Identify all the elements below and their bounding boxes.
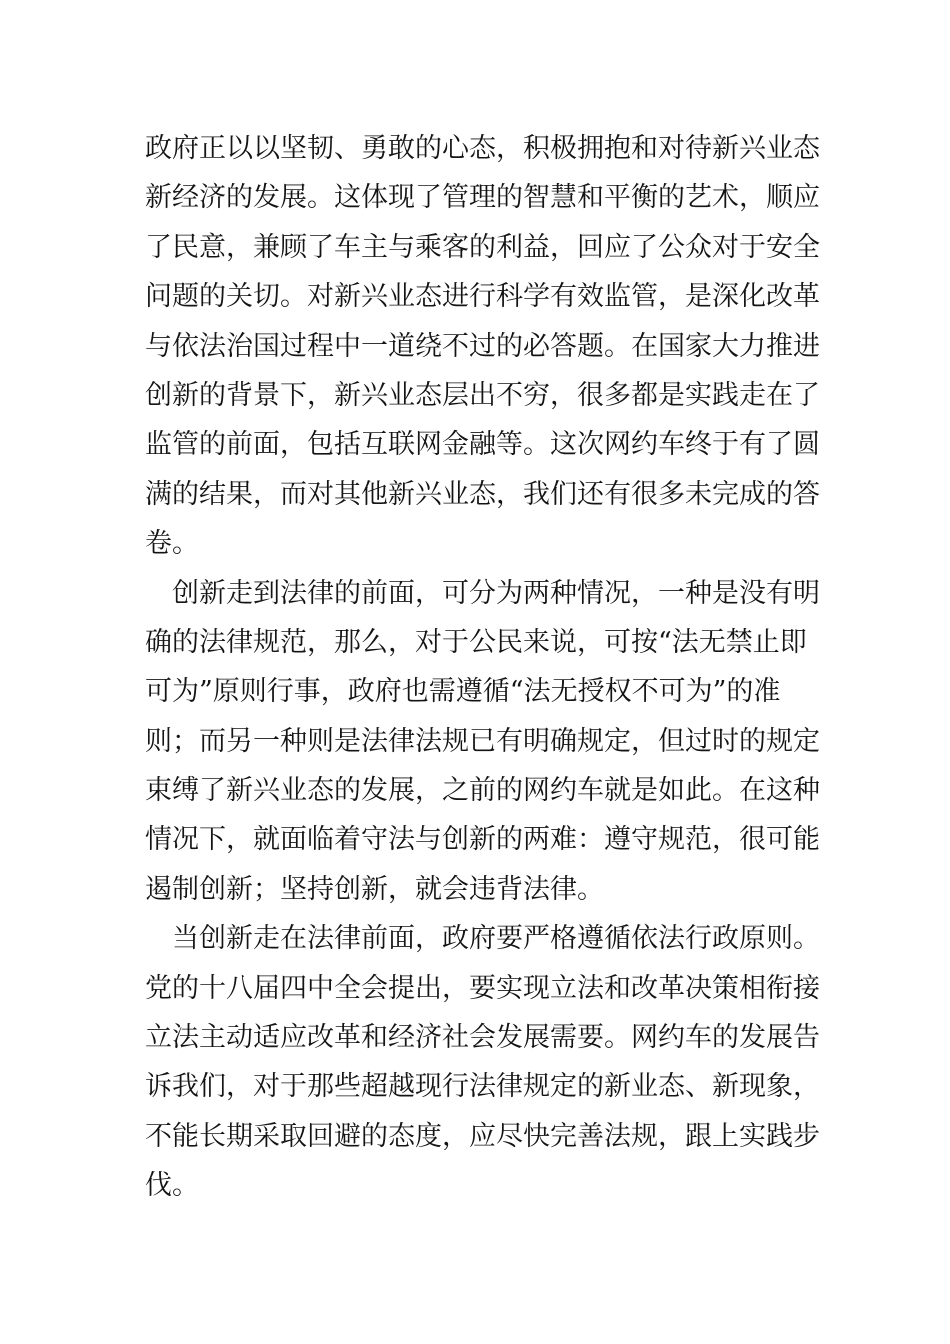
text-line: 监管的前面，包括互联网金融等。这次网约车终于有了圆: [145, 429, 820, 461]
text-line: 可为”原则行事，政府也需遵循“法无授权不可为”的准: [145, 676, 781, 708]
text-line: 创新走到法律的前面，可分为两种情况，一种是没有明: [145, 577, 820, 609]
text-line: 伐。: [145, 1170, 199, 1202]
text-line: 政府正以以坚韧、勇敢的心态，积极拥抱和对待新兴业态: [145, 133, 820, 164]
text-line: 创新的背景下，新兴业态层出不穷，很多都是实践走在了: [145, 379, 820, 411]
text-line: 卷。: [145, 528, 199, 560]
paragraph-2: [145, 569, 820, 915]
text-line: 当创新走在法律前面，政府要严格遵循依法行政原则。: [145, 923, 820, 955]
body-text: [145, 124, 820, 1211]
text-line: 党的十八届四中全会提出，要实现立法和改革决策相衔接: [145, 972, 820, 1004]
paragraph-3: [145, 914, 820, 1210]
text-line: 确的法律规范，那么，对于公民来说，可按“法无禁止即: [145, 626, 807, 658]
text-line: 问题的关切。对新兴业态进行科学有效监管，是深化改革: [145, 281, 820, 313]
text-line: 诉我们，对于那些超越现行法律规定的新业态、新现象，: [145, 1071, 820, 1103]
text-line: 满的结果，而对其他新兴业态，我们还有很多未完成的答: [145, 478, 820, 510]
text-line: 新经济的发展。这体现了管理的智慧和平衡的艺术，顺应: [145, 182, 820, 214]
text-line: 了民意，兼顾了车主与乘客的利益，回应了公众对于安全: [145, 231, 820, 263]
text-line: 束缚了新兴业态的发展，之前的网约车就是如此。在这种: [145, 775, 820, 807]
text-line: 遏制创新；坚持创新，就会违背法律。: [145, 873, 604, 905]
paragraph-1: [145, 124, 820, 569]
text-line: 不能长期采取回避的态度，应尽快完善法规，跟上实践步: [145, 1120, 820, 1152]
text-line: 与依法治国过程中一道绕不过的必答题。在国家大力推进: [145, 330, 820, 362]
text-line: 情况下，就面临着守法与创新的两难：遵守规范，很可能: [145, 824, 820, 856]
text-line: 则；而另一种则是法律法规已有明确规定，但过时的规定: [145, 725, 820, 757]
text-line: 立法主动适应改革和经济社会发展需要。网约车的发展告: [145, 1022, 820, 1054]
